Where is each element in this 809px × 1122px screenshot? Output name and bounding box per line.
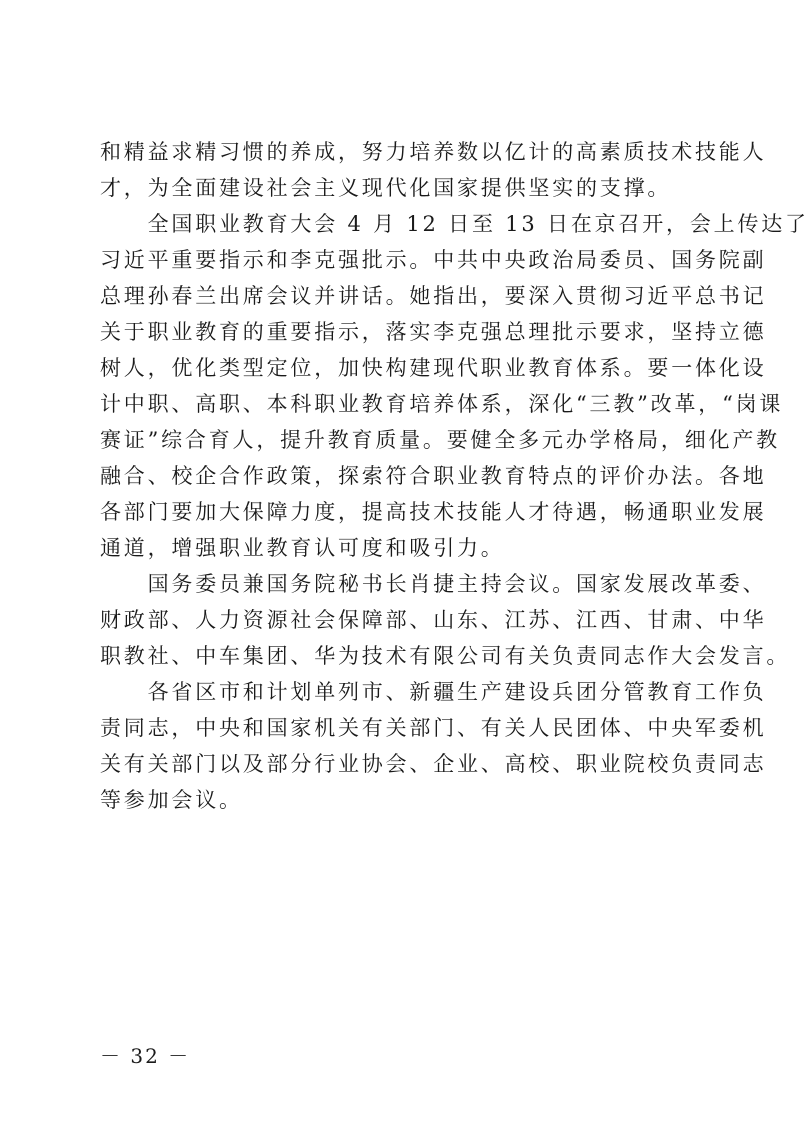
text-line: 各省区市和计划单列市、新疆生产建设兵团分管教育工作负 xyxy=(100,680,767,704)
text-line: 计中职、高职、本科职业教育培养体系，深化“三教”改革，“岗课 xyxy=(100,392,784,416)
text-line: 树人，优化类型定位，加快构建现代职业教育体系。要一体化设 xyxy=(100,356,767,380)
text-line: 和精益求精习惯的养成，努力培养数以亿计的高素质技术技能人 xyxy=(100,140,767,164)
text-line: 赛证”综合育人，提升教育质量。要健全多元办学格局，细化产教 xyxy=(100,428,780,452)
text-line: 融合、校企合作政策，探索符合职业教育特点的评价办法。各地 xyxy=(100,464,767,488)
text-line: 责同志，中央和国家机关有关部门、有关人民团体、中央军委机 xyxy=(100,716,767,740)
text-line: 财政部、人力资源社会保障部、山东、江苏、江西、甘肃、中华 xyxy=(100,608,767,632)
body-text xyxy=(100,134,809,818)
text-line: 全国职业教育大会 4 月 12 日至 13 日在京召开，会上传达了 xyxy=(100,212,809,236)
text-line: 国务委员兼国务院秘书长肖捷主持会议。国家发展改革委、 xyxy=(100,572,767,596)
text-line: 职教社、中车集团、华为技术有限公司有关负责同志作大会发言。 xyxy=(100,644,791,668)
text-line: 等参加会议。 xyxy=(100,788,243,812)
text-line: 关有关部门以及部分行业协会、企业、高校、职业院校负责同志 xyxy=(100,752,767,776)
text-line: 习近平重要指示和李克强批示。中共中央政治局委员、国务院副 xyxy=(100,248,767,272)
text-line: 通道，增强职业教育认可度和吸引力。 xyxy=(100,536,505,560)
text-line: 总理孙春兰出席会议并讲话。她指出，要深入贯彻习近平总书记 xyxy=(100,284,767,308)
text-line: 才，为全面建设社会主义现代化国家提供坚实的支撑。 xyxy=(100,176,672,200)
text-line: 各部门要加大保障力度，提高技术技能人才待遇，畅通职业发展 xyxy=(100,500,767,524)
text-line: 关于职业教育的重要指示，落实李克强总理批示要求，坚持立德 xyxy=(100,320,767,344)
page-number: － 32 － xyxy=(100,1044,191,1068)
